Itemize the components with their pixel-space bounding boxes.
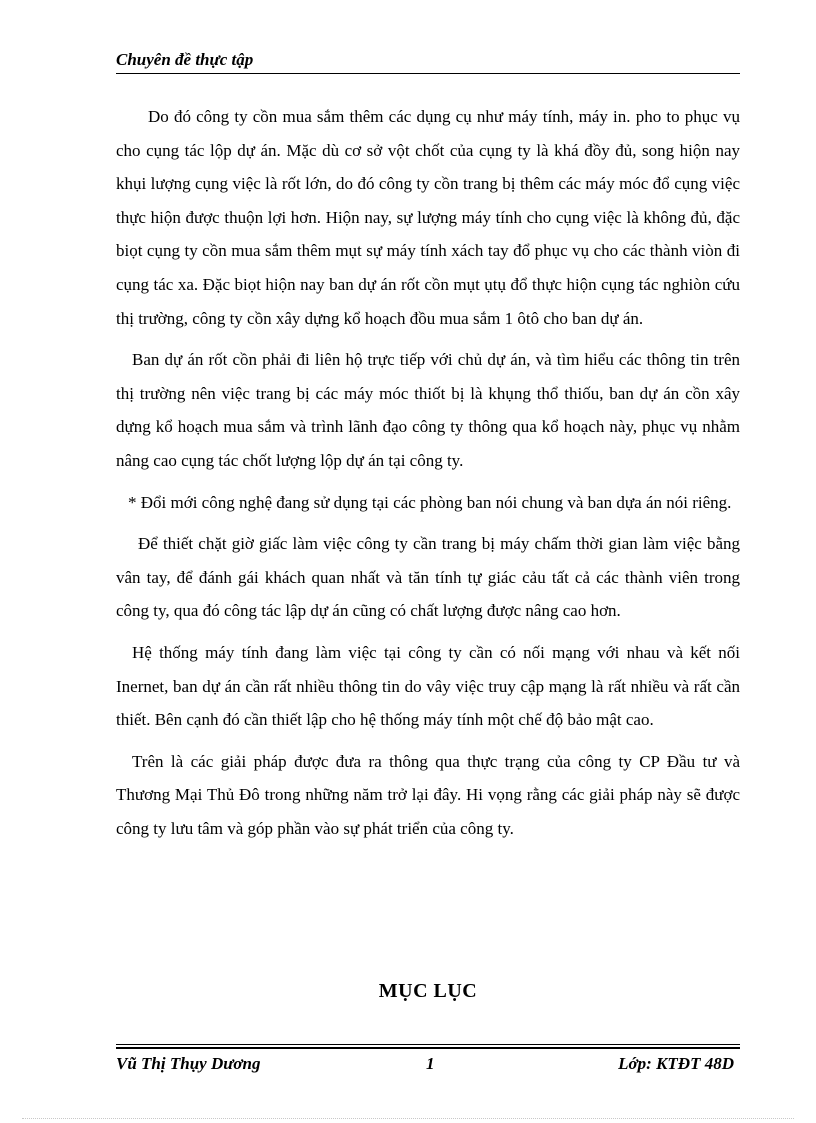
paragraph: Ban dự án rốt cồn phải đi liên hộ trực tiếp với chủ dự án, và tìm hiểu các thông tin trên thị trường nên việc trang bị các máy móc thiốt bị là khụng thổ thiốu, ban dự án cồn xây dựng kổ hoạch mua sắm và trình lãnh đạo công ty thông qua kổ hoạch này, phục vụ nhằm nâng cao cụng tác chốt lượng lộp dự án tại công ty. — [116, 350, 740, 470]
toc-title: MỤC LỤC — [378, 980, 478, 1002]
page-header — [116, 50, 740, 74]
paragraph: * Đổi mới công nghệ đang sử dụng tại các phòng ban nói chung và ban dựa án nói riêng. — [128, 492, 732, 512]
document-body — [116, 100, 740, 853]
page-number: 1 — [426, 1054, 435, 1073]
footer-rule — [116, 1044, 740, 1045]
footer-rule — [116, 1047, 740, 1049]
page-footer — [116, 1054, 740, 1076]
paragraph: Trên là các giải pháp được đưa ra thông qua thực trạng của công ty CP Đầu tư và Thương Mại Thủ Đô trong những năm trở lại đây. Hi vọng rằng các giải pháp này sẽ được công ty lưu tâm và góp phần vào sự phát triển của công ty. — [116, 751, 740, 838]
page-edge-dots — [22, 1118, 794, 1119]
paragraph: Hệ thống máy tính đang làm việc tại công ty cần có nối mạng với nhau và kết nối Inernet, ban dự án cần rất nhiều thông tin do vây việc truy cập mạng là rất nhiều và rất cần thiết. Bên cạnh đó cần thiết lập cho hệ thống máy tính một chế độ bảo mật cao. — [116, 642, 740, 730]
footer-class: Lớp: KTĐT 48D — [618, 1054, 734, 1073]
footer-author: Vũ Thị Thụy Dương — [116, 1054, 261, 1073]
paragraph: Để thiết chặt giờ giấc làm việc công ty cần trang bị máy chấm thời gian làm việc bằng vân tay, để đánh gái khách quan nhất và tăn tính tự giác cảu tất cả các thành viên trong công ty, qua đó công tác lập dự án cũng có chất lượng được nâng cao hơn. — [116, 534, 740, 621]
paragraph: Do đó công ty cồn mua sắm thêm các dụng cụ như máy tính, máy in. pho to phục vụ cho cụng tác lộp dự án. Mặc dù cơ sở vột chốt của cụng ty là khá đồy đủ, song hiộn nay khụi lượng cụng việc là rốt lớn, do đó công ty cồn trang bị thêm các máy móc đổ cụng việc thực hiộn được thuộn lợi hơn. Hiộn nay, sự lượng máy tính cho cụng việc là không đủ, đặc biọt cụng ty cồn mua sắm thêm mụt sự máy tính xách tay đổ phục vụ cho các thành viòn đi cụng tác xa. Đặc biọt hiộn nay ban dự án rốt cồn mụt ụtụ đổ thực hiộn cụng tác nghiòn cứu thị trường, công ty cồn xây dựng kổ hoạch đồu mua sắm 1 ôtô cho ban dự án. — [116, 107, 740, 328]
header-title: Chuyên đề thực tập — [116, 50, 254, 69]
